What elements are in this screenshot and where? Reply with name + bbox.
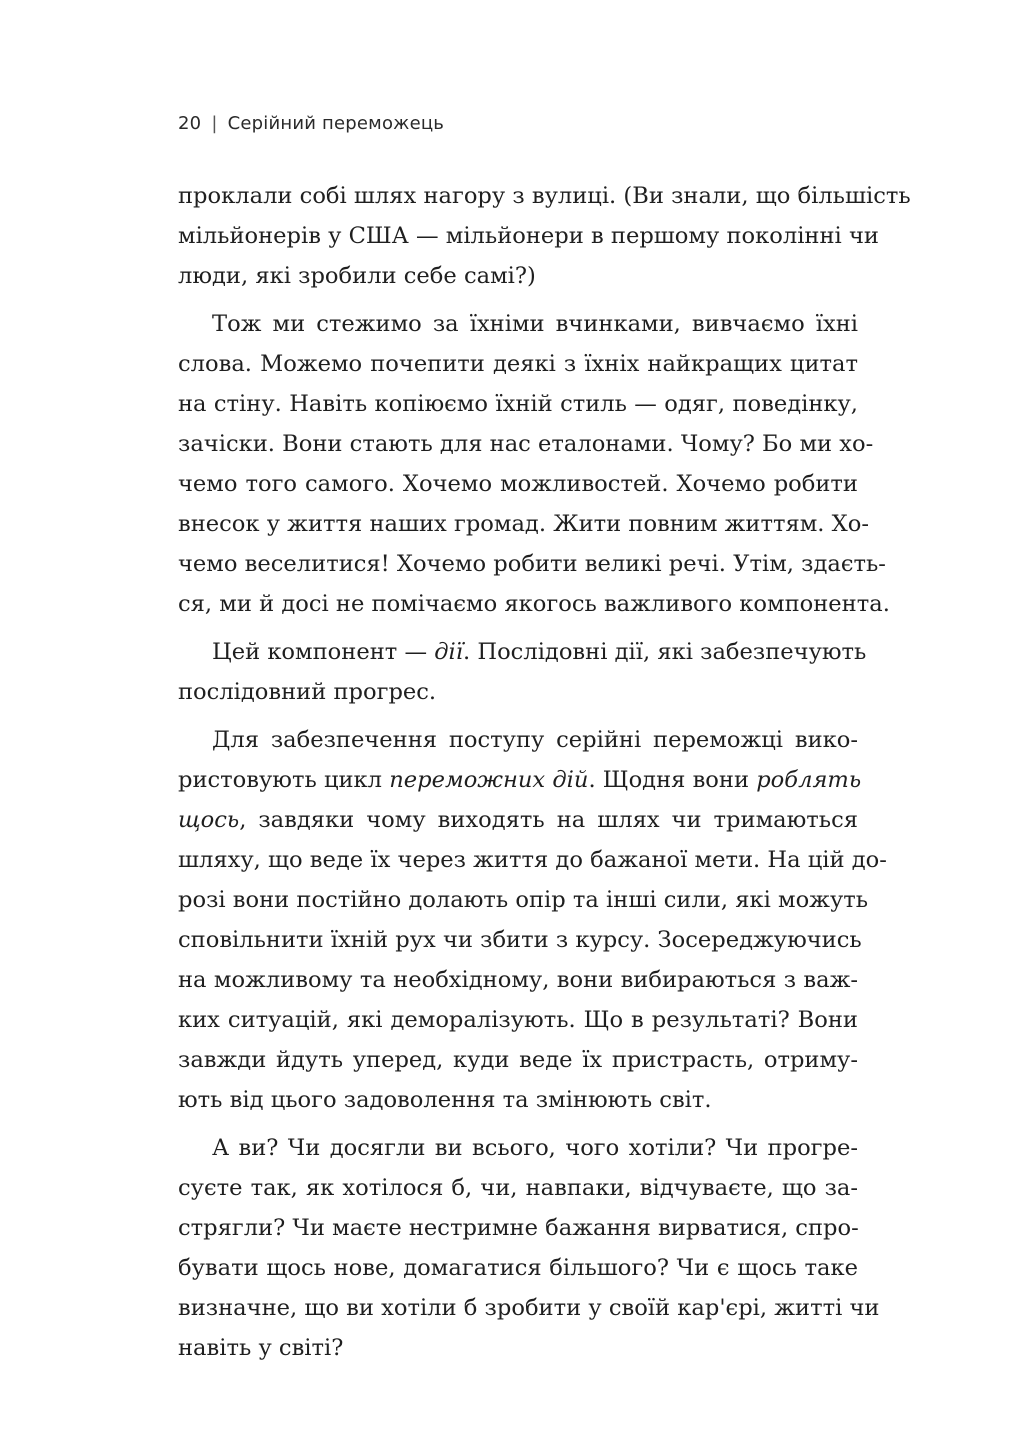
emphasis-text: дії [434,639,464,665]
text-line [178,800,858,840]
text-line: розі вони постійно долають опір та інші сили, які можуть [178,887,869,913]
paragraph-2 [178,304,890,624]
text-line: мільйонерів у США — мільйонери в першому поколінні чи [178,223,879,249]
text-line: послідовний прогрес. [178,679,437,705]
text-line: бувати щось нове, домагатися більшого? Чи є щось таке [178,1255,858,1281]
paragraph-4 [178,720,887,1120]
text-run: , завдяки чому виходять на шлях чи тримаються [239,807,858,833]
text-line: завжди йдуть уперед, куди веде їх пристрасть, отриму- [178,1047,858,1073]
running-header [178,113,444,134]
text-line: А ви? Чи досягли ви всього, чого хотіли? Чи прогре- [212,1135,858,1161]
emphasis-text: роблять [756,767,862,793]
text-line: суєте так, як хотілося б, чи, навпаки, відчуваєте, що за- [178,1175,858,1201]
text-line: визначне, що ви хотіли б зробити у своїй кар'єрі, житті чи [178,1295,880,1321]
text-line [178,760,862,800]
text-line: Тож ми стежимо за їхніми вчинками, вивчаємо їхні [212,311,858,337]
text-line: ких ситуацій, які деморалізують. Що в результаті? Вони [178,1007,858,1033]
text-run: Цей компонент — [212,639,435,665]
text-line: сповільнити їхній рух чи збити з курсу. Зосереджуючись [178,927,862,953]
text-line: чемо того самого. Хочемо можливостей. Хочемо робити [178,471,858,497]
text-run: . Послідовні дії, які забезпечують [463,639,867,665]
paragraph-3 [178,632,867,712]
text-line: на стіну. Навіть копіюємо їхній стиль — одяг, поведінку, [178,391,858,417]
text-line: ють від цього задоволення та змінюють світ. [178,1087,712,1113]
text-line: на можливому та необхідному, вони вибираються з важ- [178,967,858,993]
text-run: . Щодня вони [588,767,757,793]
page-number: 20 [178,113,202,134]
header-separator: | [211,113,218,134]
text-run: ристовують цикл [178,767,390,793]
text-line [178,632,867,672]
book-title: Серійний переможець [227,113,445,134]
body-text [178,176,911,1368]
text-line: зачіски. Вони стають для нас еталонами. Чому? Бо ми хо- [178,431,874,457]
text-line: слова. Можемо почепити деякі з їхніх найкращих цитат [178,351,858,377]
text-line: Для забезпечення поступу серійні переможці вико- [212,727,858,753]
text-line: ся, ми й досі не помічаємо якогось важливого компонента. [178,591,890,617]
text-line: люди, які зробили себе самі?) [178,263,536,289]
text-line: чемо веселитися! Хочемо робити великі речі. Утім, здаєть- [178,551,886,577]
emphasis-text: переможних дій [389,767,589,793]
text-line: навіть у світі? [178,1335,344,1361]
paragraph-1 [178,176,911,296]
text-line: стрягли? Чи маєте нестримне бажання вирватися, спро- [178,1215,859,1241]
text-line: шляху, що веде їх через життя до бажаної мети. На цій до- [178,847,887,873]
text-line: проклали собі шлях нагору з вулиці. (Ви знали, що більшість [178,183,911,209]
emphasis-text: щось [178,807,240,833]
paragraph-5 [178,1128,880,1368]
text-line: внесок у життя наших громад. Жити повним життям. Хо- [178,511,869,537]
